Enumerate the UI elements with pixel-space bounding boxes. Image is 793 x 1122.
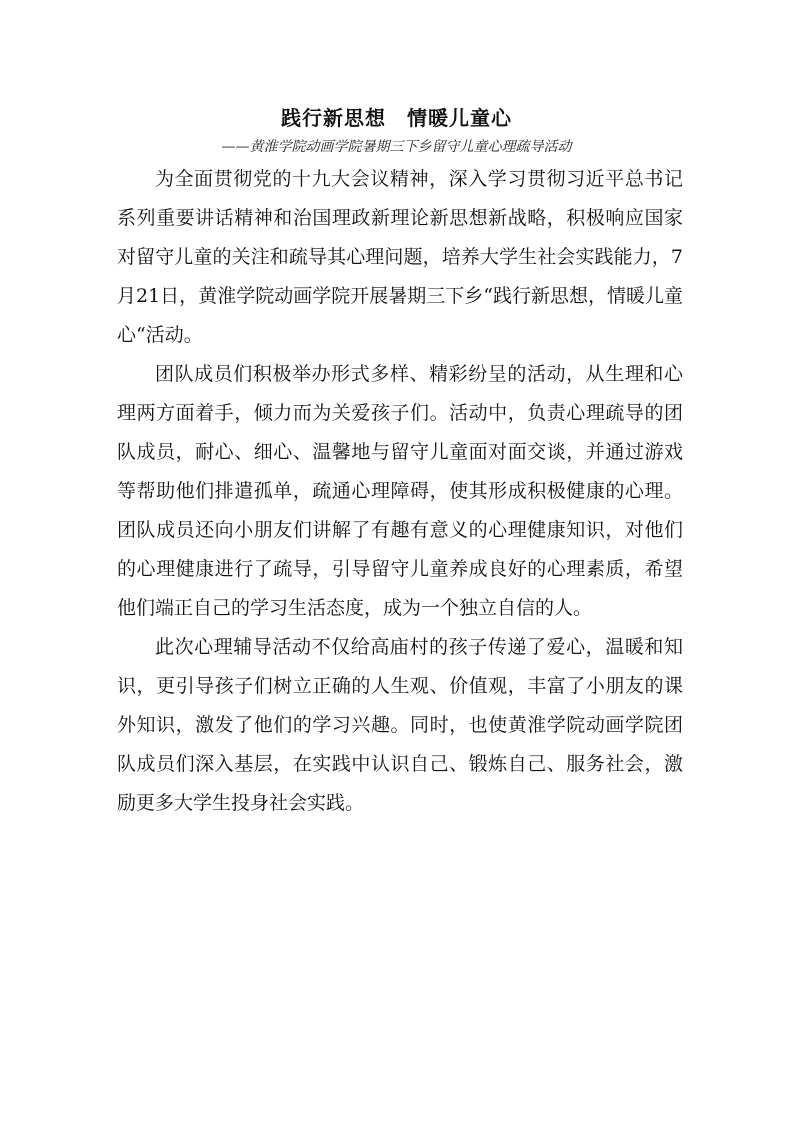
paragraph-3: 此次心理辅导活动不仅给高庙村的孩子传递了爱心，温暖和知识，更引导孩子们树立正确的人生观、价值观，丰富了小朋友的课外知识，激发了他们的学习兴趣。同时，也使黄淮学院动画学院团队成员们深入基层，在实践中认识自己、锻炼自己、服务社会，激励更多大学生投身社会实践。 <box>117 636 683 814</box>
document-body <box>117 160 683 823</box>
paragraph-1: 为全面贯彻党的十九大会议精神，深入学习贯彻习近平总书记系列重要讲话精神和治国理政新理论新思想新战略，积极响应国家对留守儿童的关注和疏导其心理问题，培养大学生社会实践能力，7月21日，黄淮学院动画学院开展暑期三下乡“践行新思想，情暖儿童心“活动。 <box>117 168 683 346</box>
document-subtitle: ——黄淮学院动画学院暑期三下乡留守儿童心理疏导活动 <box>221 139 572 155</box>
paragraph-2: 团队成员们积极举办形式多样、精彩纷呈的活动，从生理和心理两方面着手，倾力而为关爱孩子们。活动中，负责心理疏导的团队成员，耐心、细心、温馨地与留守儿童面对面交谈，并通过游戏等帮助他们排遣孤单，疏通心理障碍，使其形成积极健康的心理。团队成员还向小朋友们讲解了有趣有意义的心理健康知识，对他们的心理健康进行了疏导，引导留守儿童养成良好的心理素质，希望他们端正自己的学习生活态度，成为一个独立自信的人。 <box>117 363 683 619</box>
document-title: 践行新思想 情暖儿童心 <box>281 106 512 130</box>
